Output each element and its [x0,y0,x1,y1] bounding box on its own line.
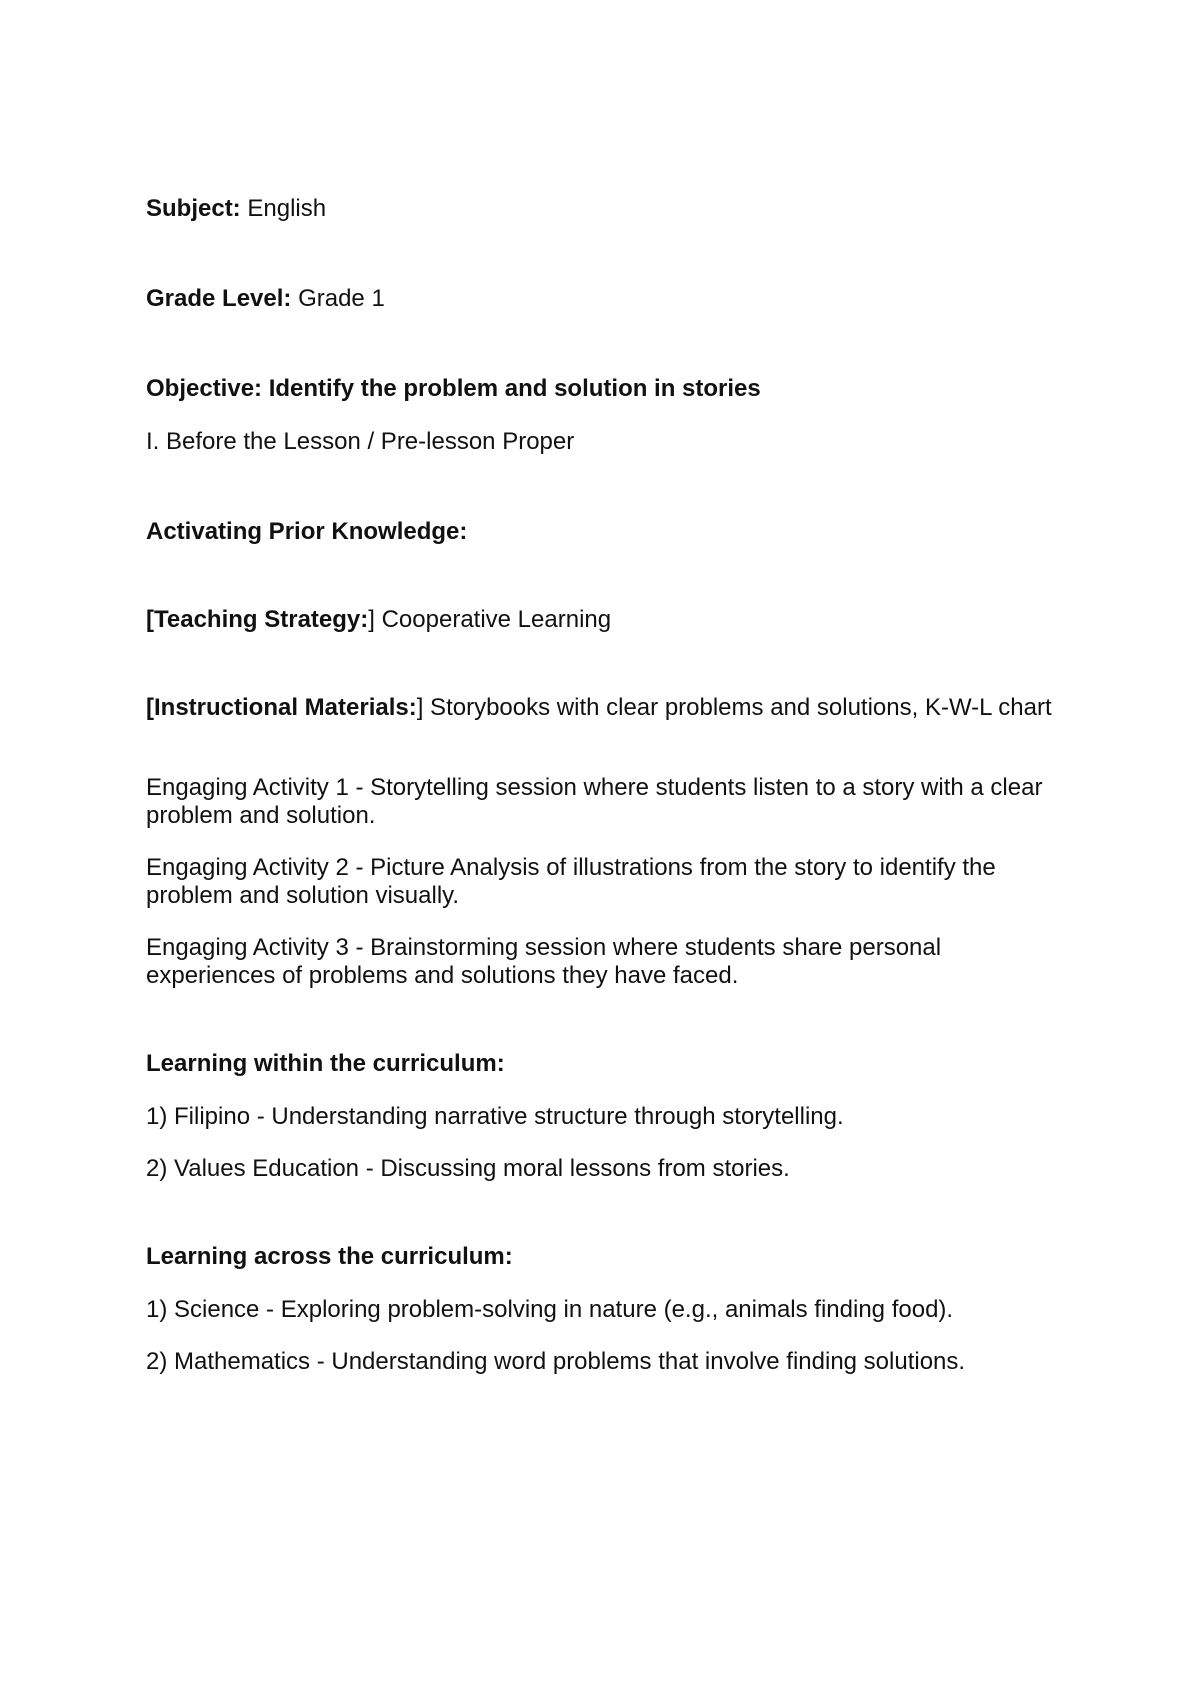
learning-across-heading: Learning across the curriculum: [146,1243,513,1270]
instructional-materials-line [146,694,1066,722]
learning-within-item-1: 1) Filipino - Understanding narrative structure through storytelling. [146,1103,844,1130]
objective-line [146,375,1066,403]
engaging-activity-2: Engaging Activity 2 - Picture Analysis of illustrations from the story to identify the problem and solution visually. [146,854,996,909]
engaging-activity-3: Engaging Activity 3 - Brainstorming session where students share personal experiences of problems and solutions they have faced. [146,934,942,989]
grade-level-line [146,285,1066,313]
activating-prior-knowledge-heading: Activating Prior Knowledge: [146,518,468,545]
subject-line [146,195,1066,223]
instructional-materials-value: ] Storybooks with clear problems and solutions, K-W-L chart [416,694,1052,721]
teaching-strategy-line [146,606,1066,634]
objective-label: Objective: [146,375,263,402]
learning-within-item-2: 2) Values Education - Discussing moral lessons from stories. [146,1155,790,1182]
subject-value: English [247,195,327,222]
grade-level-value: Grade 1 [298,285,385,312]
section-title: I. Before the Lesson / Pre-lesson Proper [146,428,575,455]
engaging-activity-1: Engaging Activity 1 - Storytelling session where students listen to a story with a clear problem and solution. [146,774,1043,829]
learning-across-item-1: 1) Science - Exploring problem-solving in nature (e.g., animals finding food). [146,1296,954,1323]
grade-level-label: Grade Level: [146,285,292,312]
teaching-strategy-value: ] Cooperative Learning [368,606,612,633]
teaching-strategy-label: [Teaching Strategy: [146,606,369,633]
learning-within-heading: Learning within the curriculum: [146,1050,505,1077]
instructional-materials-label: [Instructional Materials: [146,694,417,721]
subject-label: Subject: [146,195,241,222]
learning-across-item-2: 2) Mathematics - Understanding word problems that involve finding solutions. [146,1348,966,1375]
objective-value: Identify the problem and solution in stories [268,375,761,402]
